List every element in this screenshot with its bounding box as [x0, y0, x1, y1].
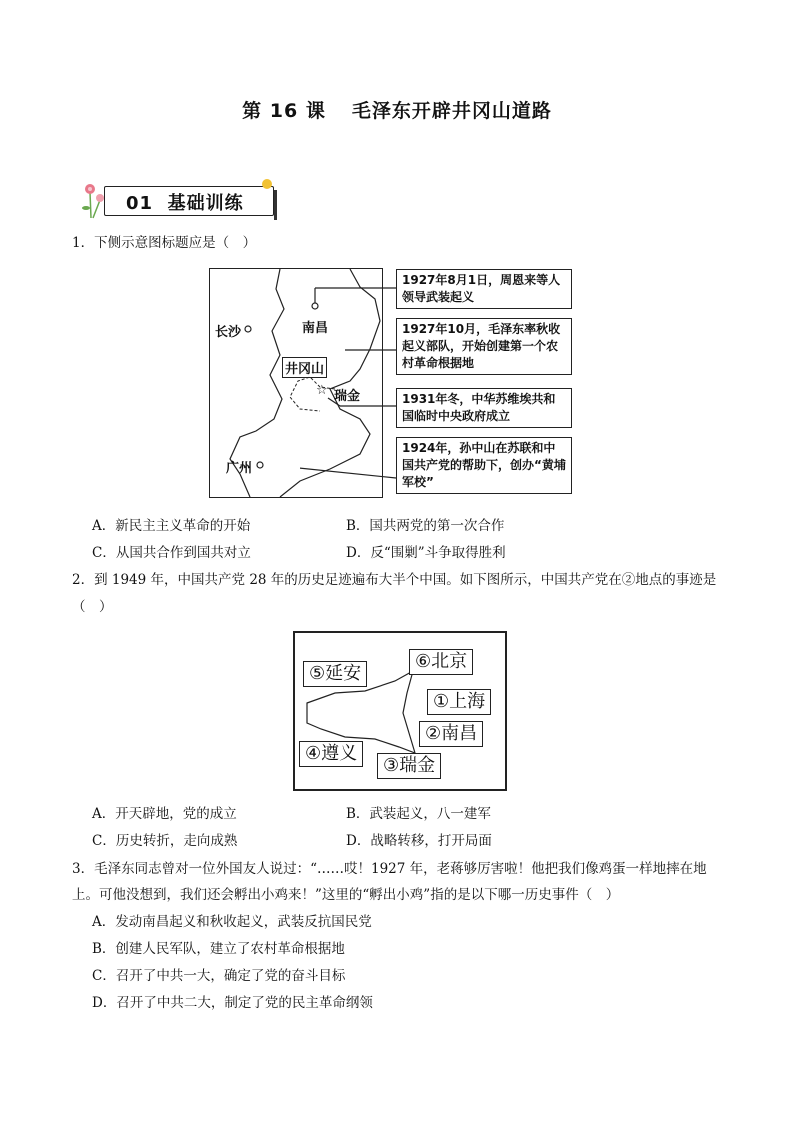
q2-paren: （ ） — [72, 599, 113, 615]
q1-option-b[interactable]: B．国共两党的第一次合作 — [346, 518, 505, 534]
section-box-shadow — [268, 190, 277, 220]
q3-option-b[interactable]: B．创建人民军队，建立了农村革命根据地 — [92, 941, 345, 957]
city-nanchang: 南昌 — [302, 321, 329, 336]
q1-stem: 1．下侧示意图标题应是（ ） — [72, 235, 257, 251]
tag-yanan: ⑤延安 — [303, 661, 367, 687]
callout-3: 1931年冬，中华苏维埃共和国临时中央政府成立 — [396, 388, 572, 428]
q1-option-c[interactable]: C．从国共合作到国共对立 — [92, 545, 251, 561]
q2-map — [293, 631, 507, 791]
section-number: 01 — [126, 193, 154, 214]
section-name: 基础训练 — [167, 193, 244, 214]
q3-stem-line2: 上。可他没想到，我们还会孵出小鸡来！”这里的“孵出小鸡”指的是以下哪一历史事件（ ） — [72, 887, 620, 903]
q1-option-d[interactable]: D．反“围剿”斗争取得胜利 — [346, 545, 506, 561]
tag-nanchang: ②南昌 — [419, 721, 483, 747]
q3-option-a[interactable]: A．发动南昌起义和秋收起义，武装反抗国民党 — [92, 914, 372, 930]
tag-zunyi: ④遵义 — [299, 741, 363, 767]
q3-stem-line1: 3．毛泽东同志曾对一位外国友人说过：“……哎！1927 年，老蒋够厉害啦！他把我们像鸡蛋一样地摔在地 — [72, 861, 707, 877]
tag-shanghai: ①上海 — [427, 689, 491, 715]
city-changsha: 长沙 — [215, 325, 242, 340]
city-jinggangshan: 井冈山 — [282, 357, 327, 378]
callout-4: 1924年，孙中山在苏联和中国共产党的帮助下，创办“黄埔军校” — [396, 437, 572, 494]
q3-option-c[interactable]: C．召开了中共一大，确定了党的奋斗目标 — [92, 968, 346, 984]
lesson-name: 毛泽东开辟井冈山道路 — [351, 100, 552, 122]
dot-icon — [261, 178, 273, 190]
q1-connectors — [300, 268, 400, 496]
city-guangzhou: 广州 — [226, 461, 253, 476]
callout-1: 1927年8月1日，周恩来等人领导武装起义 — [396, 269, 572, 309]
page-title — [0, 96, 794, 123]
section-header — [78, 178, 278, 220]
city-ruijin: 瑞金 — [334, 389, 361, 404]
q2-option-a[interactable]: A．开天辟地，党的成立 — [92, 806, 237, 822]
lesson-number: 第 16 课 — [242, 100, 326, 122]
q2-option-b[interactable]: B．武装起义，八一建军 — [346, 806, 491, 822]
tag-beijing: ⑥北京 — [409, 649, 473, 675]
q1-option-a[interactable]: A．新民主主义革命的开始 — [92, 518, 251, 534]
section-label — [126, 189, 244, 215]
callout-2: 1927年10月，毛泽东率秋收起义部队，开始创建第一个农村革命根据地 — [396, 318, 572, 375]
q3-option-d[interactable]: D．召开了中共二大，制定了党的民主革命纲领 — [92, 995, 373, 1011]
q2-option-d[interactable]: D．战略转移，打开局面 — [346, 833, 492, 849]
q2-option-c[interactable]: C．历史转折，走向成熟 — [92, 833, 238, 849]
q2-stem: 2．到 1949 年，中国共产党 28 年的历史足迹遍布大半个中国。如下图所示，中国共产党在②地点的事迹是 — [72, 572, 717, 588]
star-icon: ☆ — [316, 383, 328, 398]
tag-ruijin: ③瑞金 — [377, 753, 441, 779]
